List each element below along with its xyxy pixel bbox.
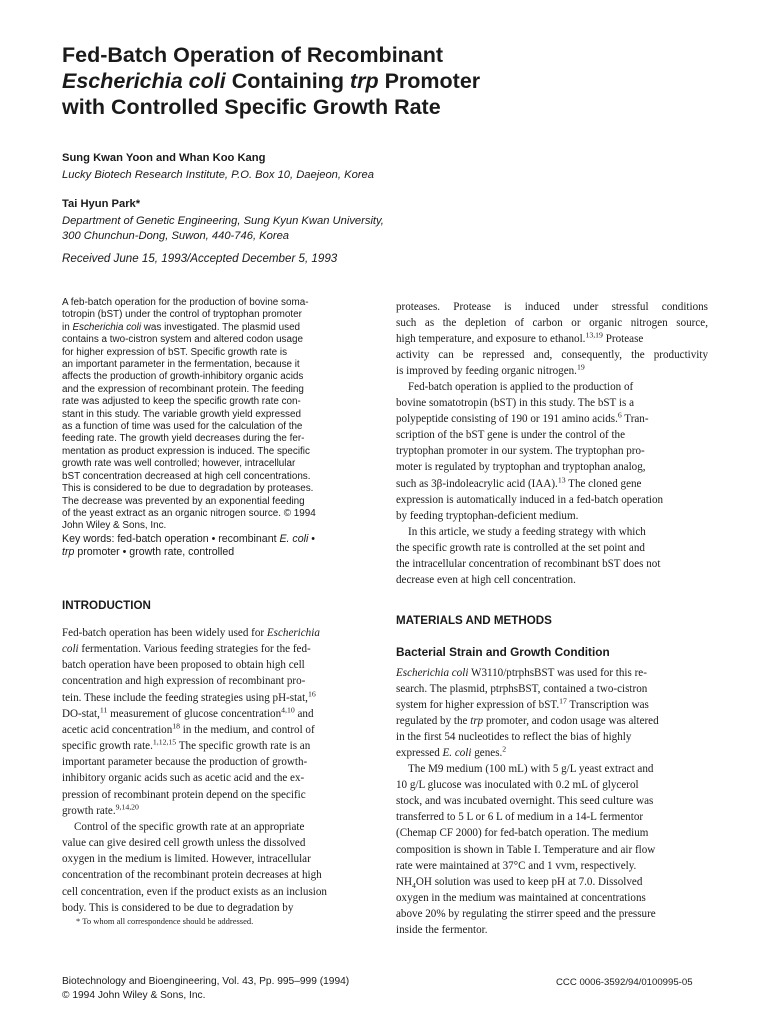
paragraph-line: above 20% by regulating the stirrer speed and the pressure <box>396 907 656 920</box>
right-column-intro <box>396 299 708 588</box>
affiliation-primary: Lucky Biotech Research Institute, P.O. Box 10, Daejeon, Korea <box>62 169 374 181</box>
abstract-line: contains a two-cistron system and altered codon usage <box>62 334 303 346</box>
paragraph-line: Fed-batch operation is applied to the production of <box>408 381 634 394</box>
paragraph-line: search. The plasmid, ptrphsBST, contained a two-cistron <box>396 683 648 696</box>
paragraph-line: composition is shown in Table I. Temperature and air flow <box>396 843 656 856</box>
paragraph-line: The M9 medium (100 mL) with 5 g/L yeast extract and <box>408 763 654 776</box>
abstract-line: totropin (bST) under the control of tryptophan promoter <box>62 309 302 321</box>
title-line-2: Escherichia coli Containing trp Promoter <box>62 69 481 93</box>
correspondence-footnote: * To whom all correspondence should be addressed. <box>76 916 254 926</box>
abstract-line: John Wiley & Sons, Inc. <box>62 520 167 532</box>
paragraph-line: Fed-batch operation has been widely used for Escherichia <box>62 627 320 639</box>
paragraph-line: tein. These include the feeding strategies using pH-stat,$^{16}$ <box>62 688 316 704</box>
paragraph-line: the intracellular concentration of recombinant bST does not <box>396 557 661 570</box>
paragraph-line: oxygen in the medium is limited. However, intracellular <box>62 853 311 866</box>
abstract <box>62 297 372 559</box>
paragraph-line: $NH_4OH$ solution was used to keep pH at 7.0. Dissolved <box>396 875 643 890</box>
paragraph-line: expressed E. coli genes.$^2$ <box>396 744 507 760</box>
paragraph-line: polypeptide consisting of 190 or 191 amino acids.$^6$ Tran- <box>396 410 649 426</box>
paragraph-line: DO-stat,$^{11}$ measurement of glucose concentration$^{4,10}$ and <box>62 705 314 720</box>
affiliation-secondary-line-2: 300 Chunchun-Dong, Suwon, 440-746, Korea <box>62 230 290 242</box>
citation-line-1: Biotechnology and Bioengineering, Vol. 43, Pp. 995–999 (1994) <box>62 976 350 987</box>
paragraph-line: is improved by feeding organic nitrogen.$^{19}$ <box>396 362 585 378</box>
authors-primary: Sung Kwan Yoon and Whan Koo Kang <box>62 152 266 164</box>
paragraph-line: acetic acid concentration$^{18}$ in the medium, and control of <box>62 721 315 736</box>
title-line-1: Fed-Batch Operation of Recombinant <box>62 43 444 67</box>
affiliation-secondary-line-1: Department of Genetic Engineering, Sung Kyun Kwan University, <box>62 215 384 227</box>
paragraph-line: in the first 54 nucleotides to reflect the bias of highly <box>396 731 632 744</box>
paragraph-line: pression of recombinant protein depend on the specific <box>62 788 306 801</box>
paragraph-line: such as 3β-indoleacrylic acid (IAA).$^{13}$ The cloned gene <box>396 474 642 490</box>
abstract-line: The decrease was prevented by an exponential feeding <box>62 495 305 507</box>
paragraph-line: value can give desired cell growth unless the dissolved <box>62 837 306 850</box>
title-line-3: with Controlled Specific Growth Rate <box>62 95 441 119</box>
paragraph-line: cell concentration, even if the product exists as an inclusion <box>62 885 327 898</box>
paragraph-line: 10 g/L glucose was inoculated with 0.2 mL of glycerol <box>396 779 639 792</box>
paragraph-line: inside the fermentor. <box>396 923 488 936</box>
section-heading-methods: MATERIALS AND METHODS <box>396 614 552 627</box>
paragraph-line: stock, and was incubated overnight. This seed culture was <box>396 795 654 808</box>
abstract-line: affects the production of growth-inhibitory organic acids <box>62 371 304 383</box>
paragraph-line: important parameter because the production of growth- <box>62 756 308 769</box>
abstract-line: feeding rate. The growth yield decreases during the fer- <box>62 433 305 445</box>
paragraph-line: inhibitory organic acids such as acetic acid and the ex- <box>62 772 305 785</box>
received-date: Received June 15, 1993/Accepted December 5, 1993 <box>62 252 338 265</box>
abstract-line: stant in this study. The variable growth yield expressed <box>62 408 301 420</box>
article-title <box>62 42 622 120</box>
keywords: Key words: fed-batch operation • recombinant E. coli • <box>62 532 315 545</box>
paragraph-line: scription of the bST gene is under the control of the <box>396 429 626 442</box>
paragraph-line: oxygen in the medium was maintained at concentrations <box>396 891 646 904</box>
abstract-line: as a function of time was used for the calculation of the <box>62 421 303 433</box>
section-heading-introduction: INTRODUCTION <box>62 599 151 612</box>
paragraph-line: (Chemap CF 2000) for fed-batch operation. The medium <box>396 827 649 840</box>
paragraph-line: coli fermentation. Various feeding strategies for the fed- <box>62 643 311 656</box>
paragraph-line: Control of the specific growth rate at an appropriate <box>74 820 305 833</box>
abstract-line: mentation as product expression is induced. The specific <box>62 445 310 457</box>
subsection-heading: Bacterial Strain and Growth Condition <box>396 645 610 659</box>
paragraph-line: high temperature, and exposure to ethanol.$^{13,19}$ Protease <box>396 330 644 346</box>
abstract-line: for higher expression of bST. Specific growth rate is <box>62 346 288 358</box>
abstract-line: rate was adjusted to keep the specific growth rate con- <box>62 396 301 408</box>
paragraph-line: batch operation have been proposed to obtain high cell <box>62 659 305 672</box>
abstract-line: bST concentration decreased at high cell concentrations. <box>62 470 311 482</box>
keywords: trp promoter • growth rate, controlled <box>62 545 235 558</box>
paragraph-line: the specific growth rate is controlled at the set point and <box>396 541 645 554</box>
journal-citation <box>62 975 349 1003</box>
paragraph-line: body. This is considered to be due to degradation by <box>62 901 294 914</box>
authors-corresponding: Tai Hyun Park* <box>62 198 141 210</box>
paragraph-line: regulated by the trp promoter, and codon usage was altered <box>396 715 659 728</box>
paragraph-line: concentration and high expression of recombinant pro- <box>62 675 306 688</box>
abstract-line: in Escherichia coli was investigated. The plasmid used <box>62 321 301 333</box>
paragraph-line: concentration of the recombinant protein decreases at high <box>62 869 322 882</box>
methods-body <box>396 665 708 938</box>
citation-line-2: © 1994 John Wiley & Sons, Inc. <box>62 990 206 1001</box>
paragraph-line: growth rate.$^{9,14,20}$ <box>62 802 139 817</box>
abstract-line: of the yeast extract as an organic nitrogen source. © 1994 <box>62 507 316 519</box>
paragraph-line: decrease even at high cell concentration. <box>396 573 576 586</box>
paragraph-line: moter is regulated by tryptophan and tryptophan analog, <box>396 461 646 474</box>
abstract-line: This is considered to be due to degradation by proteases. <box>62 483 314 495</box>
paragraph-line: bovine somatotropin (bST) in this study. The bST is a <box>396 397 634 410</box>
paragraph-line: expression is automatically induced in a fed-batch operation <box>396 493 664 506</box>
paragraph-line: Escherichia coli W3110/ptrphsBST was used for this re- <box>396 667 647 679</box>
introduction-body <box>62 625 372 916</box>
paragraph-line: tryptophan promoter in our system. The tryptophan pro- <box>396 445 645 458</box>
abstract-line: and the expression of recombinant protein. The feeding <box>62 383 304 395</box>
paragraph-line: transferred to 5 L or 6 L of medium in a 14-L fermentor <box>396 811 644 824</box>
paragraph-line: activity can be repressed and, consequently, the productivity <box>396 349 708 362</box>
paragraph-line: such as the depletion of carbon or organic nitrogen source, <box>396 317 708 330</box>
paragraph-line: rate were maintained at 37°C and 1 vvm, respectively. <box>396 859 637 872</box>
paragraph-line: system for higher expression of bST.$^{17}$ Transcription was <box>396 696 649 712</box>
paragraph-line: In this article, we study a feeding strategy with which <box>408 525 646 538</box>
paragraph-line: by feeding tryptophan-deficient medium. <box>396 509 579 522</box>
paragraph-line: proteases. Protease is induced under stressful conditions <box>396 301 708 313</box>
abstract-line: growth rate was well controlled; however, intracellular <box>62 458 296 470</box>
paragraph-line: specific growth rate.$^{1,12,15}$ The specific growth rate is an <box>62 737 311 753</box>
ccc-code: CCC 0006-3592/94/0100995-05 <box>556 977 693 988</box>
abstract-line: an important parameter in the fermentation, because it <box>62 359 300 371</box>
abstract-line: A feb-batch operation for the production of bovine soma- <box>62 297 309 308</box>
